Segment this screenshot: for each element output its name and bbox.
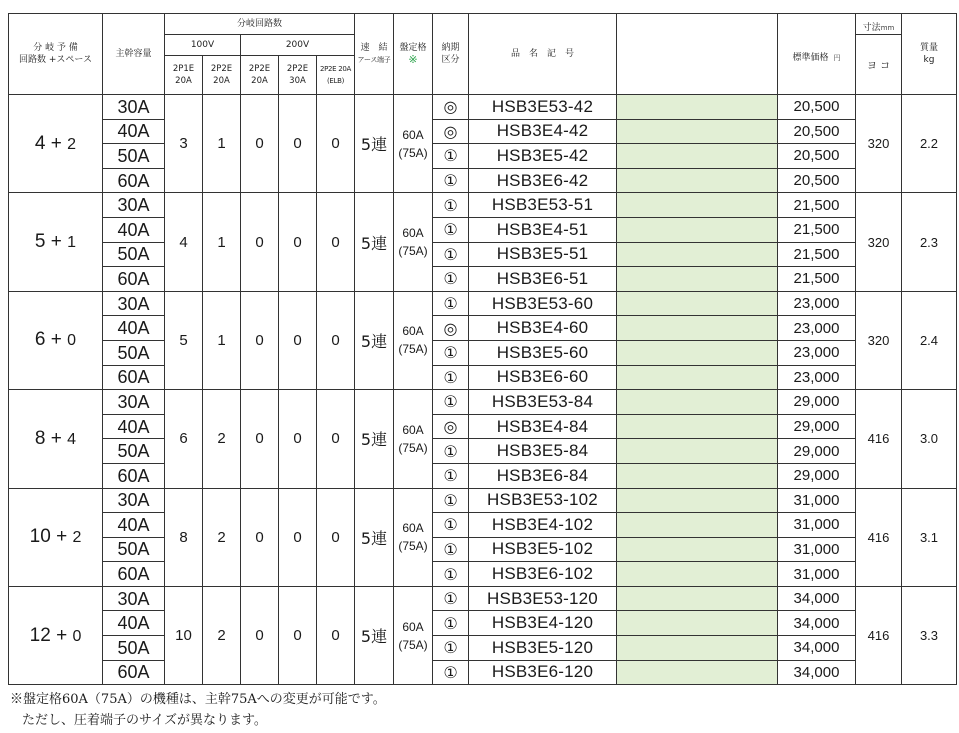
header-col-label: 2P1E <box>172 64 195 74</box>
branch-circuit-count: 1 <box>203 291 241 389</box>
header-delivery-line1: 納期 <box>441 43 460 53</box>
spare-count: 0 <box>72 627 82 645</box>
branch-count-cell <box>9 95 103 193</box>
model-number-cell: HSB3E4-102 <box>469 513 617 538</box>
connection-cell: 5連 <box>355 193 394 291</box>
delivery-cell: ◎ <box>433 95 469 120</box>
main-capacity-cell: 30A <box>103 488 165 513</box>
branch-count-cell <box>9 193 103 291</box>
spare-count: 0 <box>67 332 77 350</box>
branch-circuit-count: 8 <box>165 488 203 586</box>
delivery-cell: ◎ <box>433 316 469 341</box>
panel-rating-value: 60A <box>402 619 424 634</box>
main-capacity-cell: 40A <box>103 217 165 242</box>
model-number-cell: HSB3E6-84 <box>469 463 617 488</box>
price-cell: 29,000 <box>778 463 856 488</box>
width-cell: 416 <box>856 390 902 488</box>
price-cell: 31,000 <box>778 562 856 587</box>
table-row <box>9 316 957 341</box>
model-number-cell: HSB3E53-120 <box>469 586 617 611</box>
branch-circuit-count: 0 <box>317 193 355 291</box>
model-number-cell: HSB3E5-42 <box>469 144 617 169</box>
header-col-label: 30A <box>289 76 306 86</box>
blank-cell <box>617 95 778 120</box>
blank-cell <box>617 586 778 611</box>
blank-cell <box>617 537 778 562</box>
table-row <box>9 119 957 144</box>
width-cell: 416 <box>856 586 902 684</box>
main-capacity-cell: 30A <box>103 95 165 120</box>
delivery-cell: ① <box>433 144 469 169</box>
connection-cell: 5連 <box>355 488 394 586</box>
spare-count: 1 <box>67 234 77 252</box>
model-number-cell: HSB3E53-60 <box>469 291 617 316</box>
panel-rating-cell <box>394 95 433 193</box>
price-cell: 34,000 <box>778 660 856 685</box>
main-capacity-cell: 50A <box>103 242 165 267</box>
footnote-line2: ただし、圧着端子のサイズが異なります。 <box>22 713 267 728</box>
header-col-2p1e-20a <box>165 56 203 95</box>
mass-cell: 2.4 <box>902 291 957 389</box>
delivery-cell: ◎ <box>433 414 469 439</box>
model-number-cell: HSB3E6-120 <box>469 660 617 685</box>
delivery-cell: ◎ <box>433 119 469 144</box>
branch-circuit-count: 5 <box>165 291 203 389</box>
main-capacity-cell: 30A <box>103 193 165 218</box>
model-number-cell: HSB3E4-120 <box>469 611 617 636</box>
delivery-cell: ① <box>433 562 469 587</box>
panel-rating-value: 60A <box>402 521 424 536</box>
price-cell: 23,000 <box>778 365 856 390</box>
connection-cell: 5連 <box>355 291 394 389</box>
branch-count: 10 <box>29 526 51 548</box>
table-row <box>9 488 957 513</box>
plus-sign: + <box>56 624 68 646</box>
main-capacity-cell: 40A <box>103 611 165 636</box>
main-capacity-cell: 30A <box>103 586 165 611</box>
delivery-cell: ① <box>433 365 469 390</box>
branch-count: 6 <box>34 329 46 351</box>
model-number-cell: HSB3E53-84 <box>469 390 617 415</box>
main-capacity-cell: 50A <box>103 636 165 661</box>
header-connection-line1: 速 結 <box>360 43 388 53</box>
delivery-cell: ① <box>433 390 469 415</box>
branch-circuit-count: 0 <box>317 586 355 684</box>
blank-cell <box>617 291 778 316</box>
delivery-cell: ① <box>433 513 469 538</box>
price-cell: 29,000 <box>778 439 856 464</box>
delivery-cell: ① <box>433 291 469 316</box>
plus-sign: + <box>50 132 62 154</box>
header-col-label: 2P2E <box>210 64 233 74</box>
panel-rating-value: 60A <box>402 324 424 339</box>
header-branch-count <box>9 14 103 95</box>
table-row <box>9 390 957 415</box>
price-cell: 29,000 <box>778 390 856 415</box>
branch-count: 5 <box>34 231 46 253</box>
main-capacity-cell: 50A <box>103 144 165 169</box>
header-dimension-label: 寸法 <box>862 22 881 33</box>
header-width: ヨ コ <box>856 35 902 95</box>
blank-cell <box>617 488 778 513</box>
main-capacity-cell: 60A <box>103 660 165 685</box>
model-number-cell: HSB3E5-60 <box>469 340 617 365</box>
branch-circuit-count: 0 <box>317 488 355 586</box>
table-row <box>9 340 957 365</box>
header-connection <box>355 14 394 95</box>
delivery-cell: ① <box>433 267 469 292</box>
panel-rating-value: 60A <box>402 422 424 437</box>
header-100v: 100V <box>165 35 241 56</box>
mass-cell: 3.3 <box>902 586 957 684</box>
blank-cell <box>617 562 778 587</box>
table-row <box>9 562 957 587</box>
delivery-cell: ① <box>433 586 469 611</box>
header-delivery <box>433 14 469 95</box>
header-col-2p2e-20a-elb <box>317 56 355 95</box>
header-mass-label: 質量 <box>919 43 938 53</box>
model-number-cell: HSB3E6-51 <box>469 267 617 292</box>
table-row <box>9 168 957 193</box>
branch-circuit-count: 0 <box>279 488 317 586</box>
connection-cell: 5連 <box>355 390 394 488</box>
main-capacity-cell: 40A <box>103 119 165 144</box>
table-row <box>9 586 957 611</box>
branch-count: 12 <box>29 624 51 646</box>
spare-count: 2 <box>72 529 82 547</box>
header-price-unit: 円 <box>833 53 841 62</box>
main-capacity-cell: 30A <box>103 291 165 316</box>
branch-count: 8 <box>34 427 46 449</box>
panel-rating-alt: (75A) <box>398 440 428 455</box>
model-number-cell: HSB3E5-102 <box>469 537 617 562</box>
price-cell: 20,500 <box>778 144 856 169</box>
model-number-cell: HSB3E53-42 <box>469 95 617 120</box>
header-blank <box>617 14 778 95</box>
main-capacity-cell: 50A <box>103 340 165 365</box>
panel-rating-value: 60A <box>402 226 424 241</box>
model-number-cell: HSB3E6-102 <box>469 562 617 587</box>
header-price <box>778 14 856 95</box>
panel-rating-alt: (75A) <box>398 145 428 160</box>
header-panel-rating <box>394 14 433 95</box>
branch-circuit-count: 0 <box>241 390 279 488</box>
branch-count-cell <box>9 488 103 586</box>
header-col-label: 2P2E 20A <box>319 65 352 73</box>
main-capacity-cell: 50A <box>103 439 165 464</box>
width-cell: 320 <box>856 193 902 291</box>
connection-cell: 5連 <box>355 586 394 684</box>
header-col-label: 20A <box>213 76 230 86</box>
delivery-cell: ① <box>433 611 469 636</box>
blank-cell <box>617 242 778 267</box>
header-col-2p2e-20a-200v <box>241 56 279 95</box>
price-cell: 23,000 <box>778 340 856 365</box>
branch-count: 4 <box>34 132 46 154</box>
model-number-cell: HSB3E5-120 <box>469 636 617 661</box>
table-row <box>9 242 957 267</box>
panel-rating-cell <box>394 291 433 389</box>
main-capacity-cell: 60A <box>103 168 165 193</box>
blank-cell <box>617 439 778 464</box>
table-row <box>9 365 957 390</box>
header-panel-rating-label: 盤定格 <box>399 43 427 53</box>
panel-rating-cell <box>394 390 433 488</box>
branch-circuit-count: 0 <box>241 95 279 193</box>
plus-sign: + <box>50 427 62 449</box>
branch-circuit-count: 0 <box>279 291 317 389</box>
blank-cell <box>617 193 778 218</box>
delivery-cell: ① <box>433 463 469 488</box>
price-cell: 31,000 <box>778 488 856 513</box>
price-cell: 31,000 <box>778 513 856 538</box>
header-dimension <box>856 14 902 35</box>
blank-cell <box>617 513 778 538</box>
connection-cell: 5連 <box>355 95 394 193</box>
delivery-cell: ① <box>433 636 469 661</box>
blank-cell <box>617 316 778 341</box>
delivery-cell: ① <box>433 217 469 242</box>
panel-rating-value: 60A <box>402 127 424 142</box>
price-cell: 20,500 <box>778 95 856 120</box>
main-capacity-cell: 60A <box>103 562 165 587</box>
mass-cell: 3.1 <box>902 488 957 586</box>
main-capacity-cell: 60A <box>103 463 165 488</box>
model-number-cell: HSB3E6-42 <box>469 168 617 193</box>
width-cell: 416 <box>856 488 902 586</box>
main-capacity-cell: 60A <box>103 365 165 390</box>
blank-cell <box>617 390 778 415</box>
price-cell: 23,000 <box>778 291 856 316</box>
table-row <box>9 513 957 538</box>
plus-sign: + <box>50 329 62 351</box>
panel-rating-alt: (75A) <box>398 637 428 652</box>
plus-sign: + <box>50 231 62 253</box>
table-row <box>9 144 957 169</box>
spare-count: 4 <box>67 430 77 448</box>
blank-cell <box>617 636 778 661</box>
blank-cell <box>617 144 778 169</box>
model-number-cell: HSB3E4-84 <box>469 414 617 439</box>
panel-rating-alt: (75A) <box>398 244 428 259</box>
spec-table-body <box>9 95 957 685</box>
mass-cell: 3.0 <box>902 390 957 488</box>
main-capacity-cell: 40A <box>103 513 165 538</box>
spare-count: 2 <box>67 135 77 153</box>
blank-cell <box>617 660 778 685</box>
blank-cell <box>617 463 778 488</box>
width-cell: 320 <box>856 291 902 389</box>
price-cell: 21,500 <box>778 217 856 242</box>
delivery-cell: ① <box>433 168 469 193</box>
price-cell: 20,500 <box>778 119 856 144</box>
panel-rating-alt: (75A) <box>398 539 428 554</box>
delivery-cell: ① <box>433 242 469 267</box>
header-branch-count-line1: 分 岐 予 備 <box>33 43 78 53</box>
branch-circuit-count: 1 <box>203 193 241 291</box>
plus-sign: + <box>56 526 68 548</box>
branch-circuit-count: 0 <box>241 291 279 389</box>
model-number-cell: HSB3E5-84 <box>469 439 617 464</box>
branch-circuit-count: 2 <box>203 390 241 488</box>
branch-circuit-count: 1 <box>203 95 241 193</box>
delivery-cell: ① <box>433 537 469 562</box>
table-row <box>9 636 957 661</box>
header-mass-unit: kg <box>923 55 935 65</box>
blank-cell <box>617 267 778 292</box>
header-panel-rating-mark: ※ <box>408 53 418 66</box>
header-col-label: (ELB) <box>326 77 345 85</box>
header-col-label: 20A <box>175 76 192 86</box>
table-row <box>9 193 957 218</box>
model-number-cell: HSB3E53-102 <box>469 488 617 513</box>
table-row <box>9 611 957 636</box>
panel-rating-cell <box>394 488 433 586</box>
header-connection-line2: アース端子 <box>357 56 391 64</box>
header-model-number: 品 名 記 号 <box>469 14 617 95</box>
price-cell: 29,000 <box>778 414 856 439</box>
table-row <box>9 291 957 316</box>
price-cell: 21,500 <box>778 242 856 267</box>
blank-cell <box>617 611 778 636</box>
header-col-2p2e-30a <box>279 56 317 95</box>
header-mass <box>902 14 957 95</box>
blank-cell <box>617 414 778 439</box>
branch-circuit-count: 0 <box>317 95 355 193</box>
blank-cell <box>617 365 778 390</box>
table-row <box>9 414 957 439</box>
branch-circuit-count: 0 <box>317 390 355 488</box>
model-number-cell: HSB3E4-42 <box>469 119 617 144</box>
blank-cell <box>617 217 778 242</box>
main-capacity-cell: 40A <box>103 414 165 439</box>
header-dimension-unit: mm <box>880 23 895 32</box>
branch-circuit-count: 0 <box>241 488 279 586</box>
price-cell: 23,000 <box>778 316 856 341</box>
branch-circuit-count: 10 <box>165 586 203 684</box>
header-main-capacity: 主幹容量 <box>103 14 165 95</box>
main-capacity-cell: 30A <box>103 390 165 415</box>
delivery-cell: ① <box>433 439 469 464</box>
branch-circuit-count: 0 <box>279 390 317 488</box>
delivery-cell: ① <box>433 193 469 218</box>
branch-circuit-count: 2 <box>203 488 241 586</box>
model-number-cell: HSB3E6-60 <box>469 365 617 390</box>
table-row <box>9 439 957 464</box>
price-cell: 34,000 <box>778 636 856 661</box>
branch-count-cell <box>9 586 103 684</box>
mass-cell: 2.2 <box>902 95 957 193</box>
table-row <box>9 217 957 242</box>
price-cell: 20,500 <box>778 168 856 193</box>
model-number-cell: HSB3E4-60 <box>469 316 617 341</box>
branch-circuit-count: 6 <box>165 390 203 488</box>
price-cell: 34,000 <box>778 611 856 636</box>
header-branch-count-line2: 回路数 +スペース <box>19 55 92 65</box>
blank-cell <box>617 340 778 365</box>
main-capacity-cell: 60A <box>103 267 165 292</box>
header-branch-circuits: 分岐回路数 <box>165 14 355 35</box>
delivery-cell: ① <box>433 660 469 685</box>
table-row <box>9 463 957 488</box>
branch-circuit-count: 0 <box>279 193 317 291</box>
branch-circuit-count: 0 <box>317 291 355 389</box>
table-row <box>9 660 957 685</box>
header-price-label: 標準価格 <box>792 52 829 63</box>
model-number-cell: HSB3E53-51 <box>469 193 617 218</box>
model-number-cell: HSB3E5-51 <box>469 242 617 267</box>
blank-cell <box>617 119 778 144</box>
branch-circuit-count: 2 <box>203 586 241 684</box>
table-row <box>9 537 957 562</box>
main-capacity-cell: 40A <box>103 316 165 341</box>
branch-circuit-count: 4 <box>165 193 203 291</box>
width-cell: 320 <box>856 95 902 193</box>
panel-rating-cell <box>394 193 433 291</box>
price-cell: 21,500 <box>778 267 856 292</box>
price-cell: 31,000 <box>778 537 856 562</box>
panel-rating-alt: (75A) <box>398 342 428 357</box>
delivery-cell: ① <box>433 340 469 365</box>
price-cell: 21,500 <box>778 193 856 218</box>
price-cell: 34,000 <box>778 586 856 611</box>
spec-table <box>8 13 957 685</box>
model-number-cell: HSB3E4-51 <box>469 217 617 242</box>
table-row <box>9 267 957 292</box>
footnote-line1: ※盤定格60A（75A）の機種は、主幹75Aへの変更が可能です。 <box>10 692 386 707</box>
header-200v: 200V <box>241 35 355 56</box>
branch-count-cell <box>9 390 103 488</box>
branch-count-cell <box>9 291 103 389</box>
header-col-label: 20A <box>251 76 268 86</box>
branch-circuit-count: 0 <box>279 586 317 684</box>
header-col-2p2e-20a <box>203 56 241 95</box>
branch-circuit-count: 0 <box>279 95 317 193</box>
header-delivery-line2: 区分 <box>441 55 460 65</box>
main-capacity-cell: 50A <box>103 537 165 562</box>
header-col-label: 2P2E <box>286 64 309 74</box>
branch-circuit-count: 3 <box>165 95 203 193</box>
mass-cell: 2.3 <box>902 193 957 291</box>
header-col-label: 2P2E <box>248 64 271 74</box>
blank-cell <box>617 168 778 193</box>
delivery-cell: ① <box>433 488 469 513</box>
branch-circuit-count: 0 <box>241 586 279 684</box>
table-row <box>9 95 957 120</box>
branch-circuit-count: 0 <box>241 193 279 291</box>
panel-rating-cell <box>394 586 433 684</box>
